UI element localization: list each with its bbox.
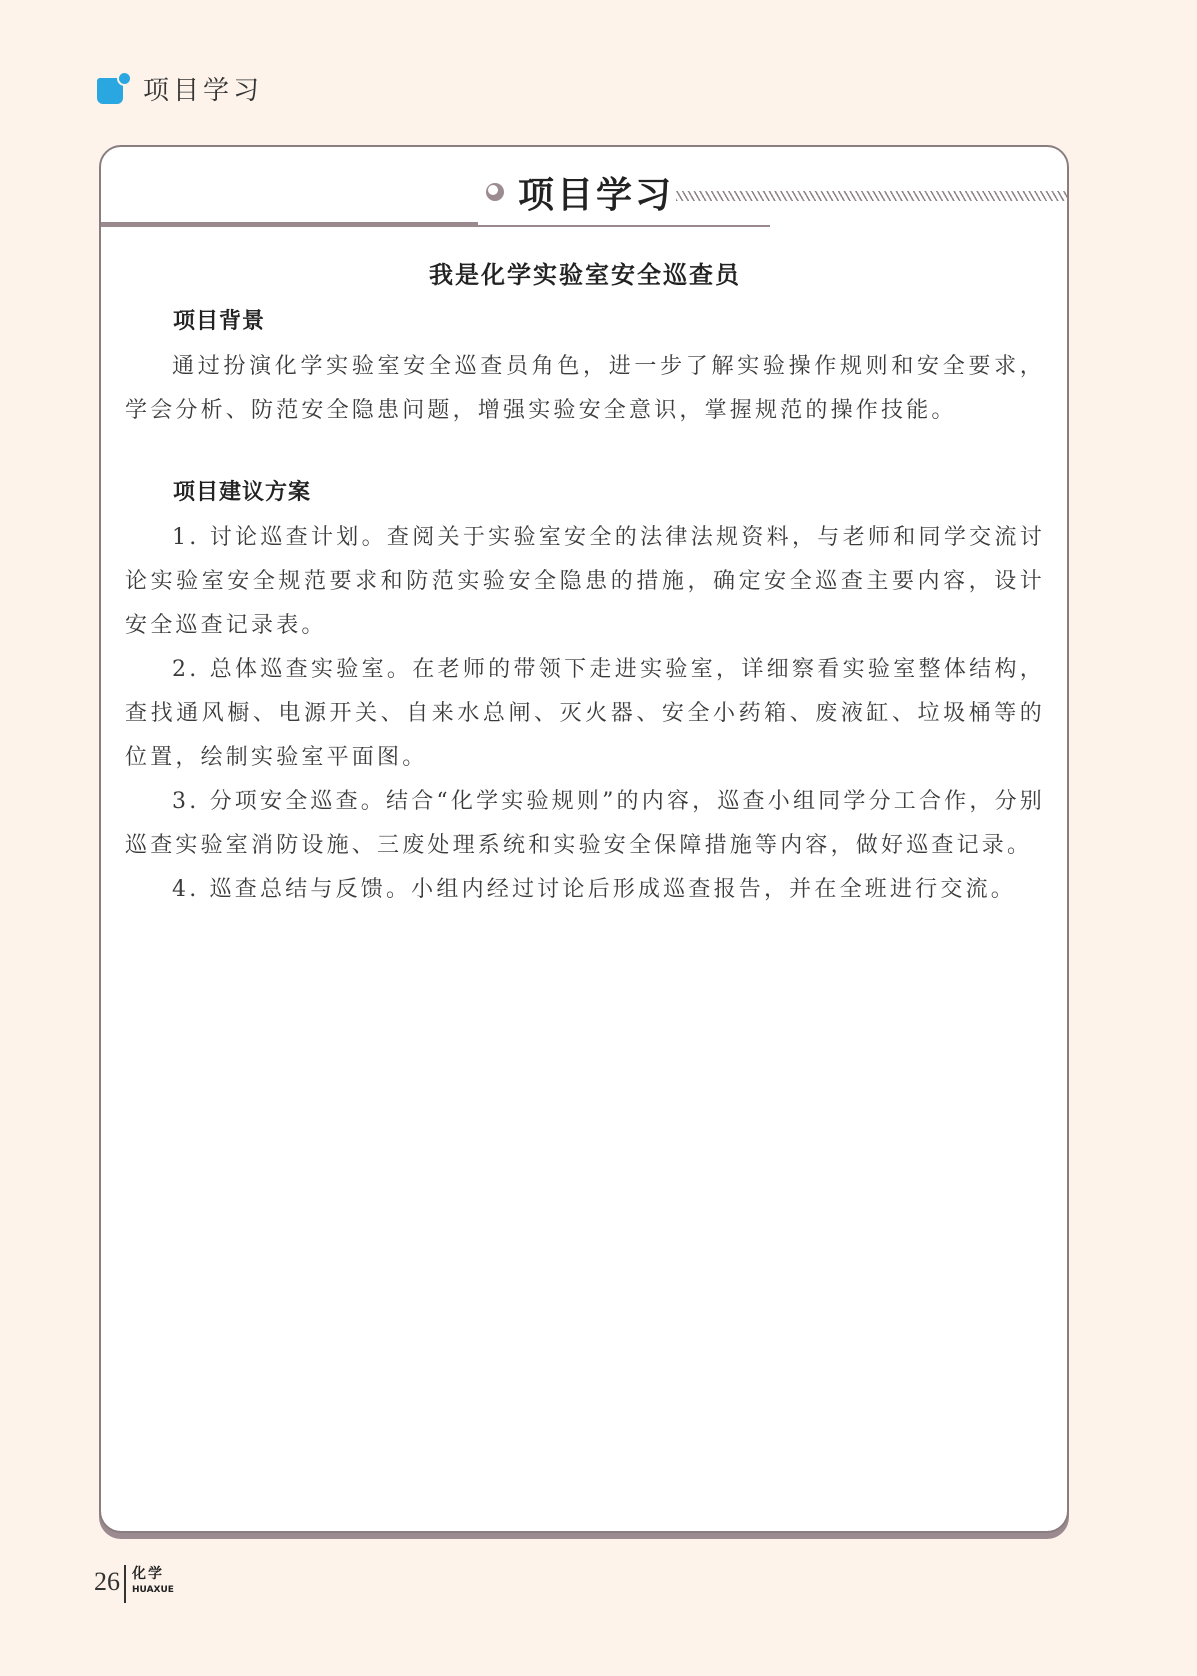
subject-label [132,1565,174,1597]
card-title: 项目学习 [518,174,675,216]
section-heading-plan: 项目建议方案 [173,480,312,505]
page-header [97,70,263,106]
project-heading: 我是化学实验室安全巡查员 [429,260,741,289]
plan-step-1: 1. 讨论巡查计划。查阅关于实验室安全的法律法规资料，与老师和同学交流讨论实验室安全规范要求和防范实验安全隐患的措施，确定安全巡查主要内容，设计安全巡查记录表。 [125,525,1045,638]
header-title: 项目学习 [143,75,264,106]
title-divider [101,222,478,227]
card-content [125,255,1045,912]
plan-step-4: 4. 巡查总结与反馈。小组内经过讨论后形成巡查报告，并在全班进行交流。 [172,877,1016,902]
chat-square-icon [97,74,125,102]
subject-pinyin: HUAXUE [132,1585,174,1595]
plan-step-2: 2. 总体巡查实验室。在老师的带领下走进实验室，详细察看实验室整体结构，查找通风橱、电源开关、自来水总闸、灭火器、安全小药箱、废液缸、垃圾桶等的位置，绘制实验室平面图。 [125,657,1045,770]
section-heading-background: 项目背景 [173,309,266,334]
page-number: 26 [94,1567,120,1596]
subject-cn: 化学 [132,1566,164,1582]
hatch-decoration [676,191,1068,201]
card-title-bar [486,169,674,215]
plan-step-3: 3. 分项安全巡查。结合“化学实验规则”的内容，巡查小组同学分工合作，分别巡查实验室消防设施、三废处理系统和实验安全保障措施等内容，做好巡查记录。 [125,789,1045,858]
page-footer [94,1565,174,1603]
footer-divider [124,1565,126,1603]
project-card [99,145,1069,1533]
background-paragraph: 通过扮演化学实验室安全巡查员角色，进一步了解实验操作规则和安全要求，学会分析、防范安全隐患问题，增强实验安全意识，掌握规范的操作技能。 [125,354,1045,423]
title-divider-thin [478,225,770,227]
bullet-icon [486,183,504,201]
